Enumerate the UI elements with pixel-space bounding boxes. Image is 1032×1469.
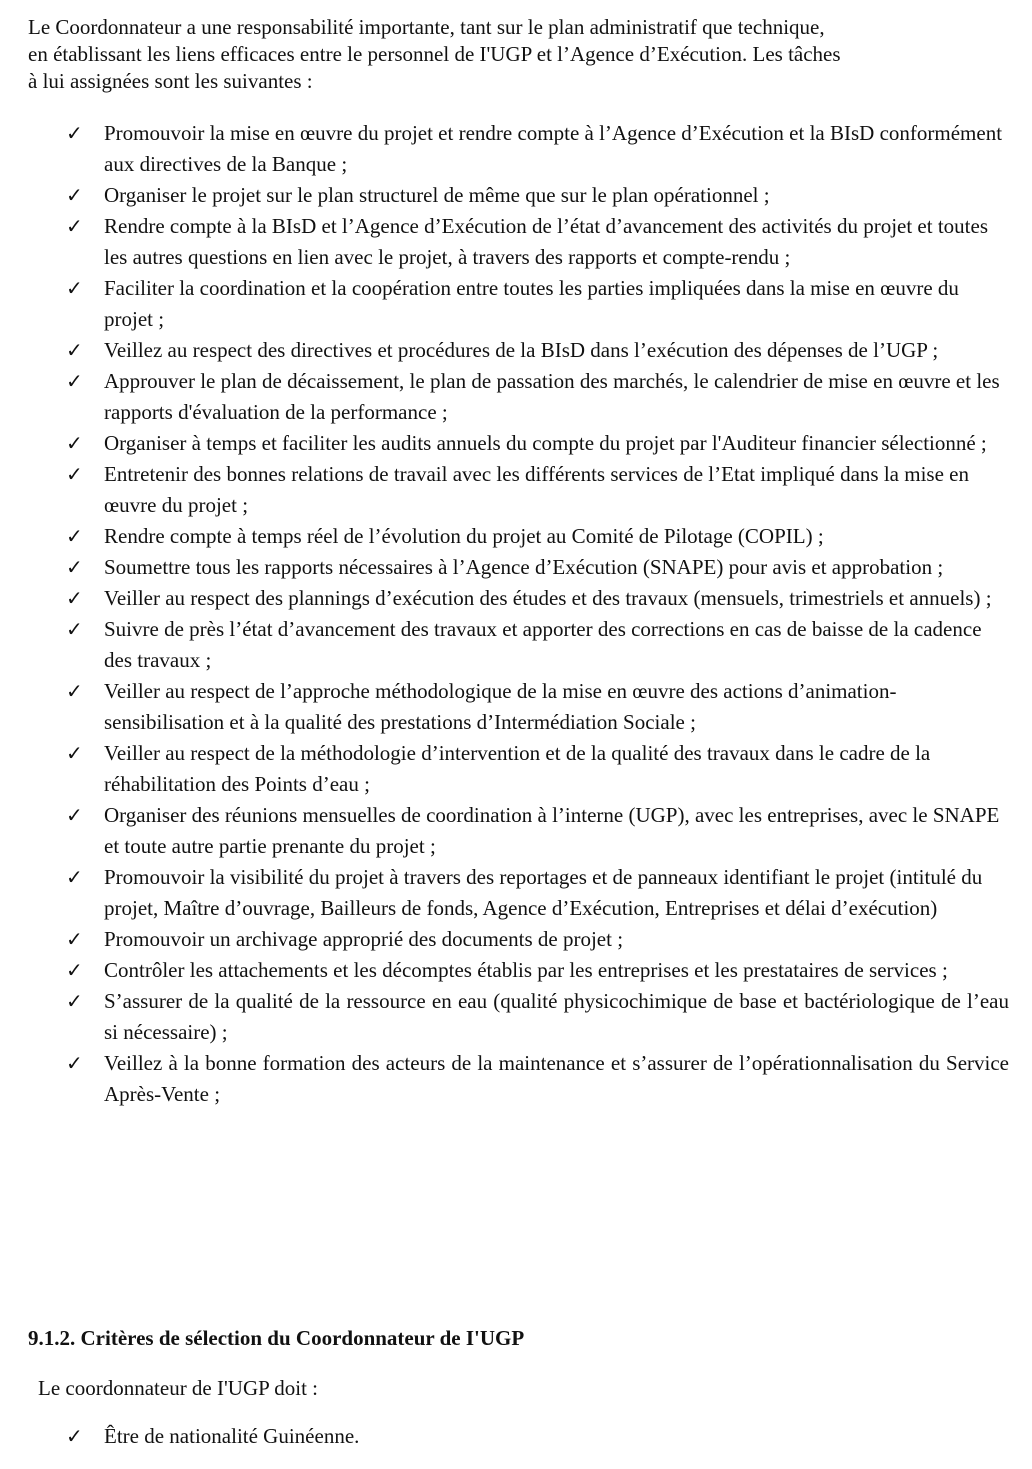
intro-line: à lui assignées sont les suivantes : — [28, 69, 313, 93]
task-item — [0, 862, 1009, 924]
checkmark-icon: ✓ — [66, 555, 83, 579]
checkmark-icon: ✓ — [66, 183, 83, 207]
checkmark-icon: ✓ — [66, 214, 83, 238]
checkmark-icon: ✓ — [66, 803, 83, 827]
task-text: Veiller au respect de l’approche méthodologique de la mise en œuvre des actions d’animation-sensibilisation et à la qualité des prestations d’Intermédiation Sociale ; — [104, 679, 897, 734]
task-text: Soumettre tous les rapports nécessaires à l’Agence d’Exécution (SNAPE) pour avis et approbation ; — [104, 555, 944, 579]
task-text: Veillez à la bonne formation des acteurs de la maintenance et s’assurer de l’opérationnalisation du Service Après-Vente ; — [104, 1051, 1009, 1106]
task-item — [0, 614, 1009, 676]
tasks-list — [0, 118, 1032, 1110]
task-item — [0, 459, 1009, 521]
checkmark-icon: ✓ — [66, 679, 83, 703]
task-text: Promouvoir la visibilité du projet à travers des reportages et de panneaux identifiant le projet (intitulé du projet, Maître d’ouvrage, Bailleurs de fonds, Agence d’Exécution, Entreprises et délai d’exécution) — [104, 865, 983, 920]
checkmark-icon: ✓ — [66, 1051, 83, 1075]
task-item — [0, 552, 1009, 583]
task-item — [0, 924, 1009, 955]
task-text: Contrôler les attachements et les décomptes établis par les entreprises et les prestataires de services ; — [104, 958, 948, 982]
task-item — [0, 366, 1009, 428]
task-item — [0, 118, 1009, 180]
intro-paragraph — [28, 14, 1008, 95]
task-item — [0, 986, 1009, 1048]
checkmark-icon: ✓ — [66, 462, 83, 486]
task-text: Suivre de près l’état d’avancement des travaux et apporter des corrections en cas de baisse de la cadence des travaux ; — [104, 617, 982, 672]
task-text: Rendre compte à la BIsD et l’Agence d’Exécution de l’état d’avancement des activités du projet et toutes les autres questions en lien avec le projet, à travers des rapports et compte-rendu ; — [104, 214, 988, 269]
task-item — [0, 738, 1009, 800]
checkmark-icon: ✓ — [66, 927, 83, 951]
checkmark-icon: ✓ — [66, 741, 83, 765]
task-item — [0, 335, 1009, 366]
task-text: Veiller au respect des plannings d’exécution des études et des travaux (mensuels, trimestriels et annuels) ; — [104, 586, 992, 610]
task-item — [0, 521, 1009, 552]
checkmark-icon: ✓ — [66, 338, 83, 362]
checkmark-icon: ✓ — [66, 865, 83, 889]
task-item — [0, 955, 1009, 986]
intro-line: Le Coordonnateur a une responsabilité importante, tant sur le plan administratif que technique, — [28, 15, 825, 39]
task-text: Organiser des réunions mensuelles de coordination à l’interne (UGP), avec les entreprises, avec le SNAPE et toute autre partie prenante du projet ; — [104, 803, 1000, 858]
checkmark-icon: ✓ — [66, 431, 83, 455]
checkmark-icon: ✓ — [66, 958, 83, 982]
checkmark-icon: ✓ — [66, 369, 83, 393]
checkmark-icon: ✓ — [66, 121, 83, 145]
task-item — [0, 211, 1009, 273]
task-item — [0, 676, 1009, 738]
task-item — [0, 800, 1009, 862]
task-item — [0, 1048, 1009, 1110]
checkmark-icon: ✓ — [66, 617, 83, 641]
section-lead-text: Le coordonnateur de I'UGP doit : — [38, 1376, 319, 1400]
task-item — [0, 583, 1009, 614]
checkmark-icon: ✓ — [66, 276, 83, 300]
task-text: Faciliter la coordination et la coopération entre toutes les parties impliquées dans la mise en œuvre du projet ; — [104, 276, 959, 331]
task-text: Rendre compte à temps réel de l’évolution du projet au Comité de Pilotage (COPIL) ; — [104, 524, 824, 548]
task-text: Approuver le plan de décaissement, le plan de passation des marchés, le calendrier de mise en œuvre et les rapports d'évaluation de la performance ; — [104, 369, 1000, 424]
task-text: Organiser à temps et faciliter les audits annuels du compte du projet par l'Auditeur financier sélectionné ; — [104, 431, 987, 455]
task-text: Veiller au respect de la méthodologie d’intervention et de la qualité des travaux dans le cadre de la réhabilitation des Points d’eau ; — [104, 741, 931, 796]
criteria-item — [0, 1421, 359, 1452]
task-text: Veillez au respect des directives et procédures de la BIsD dans l’exécution des dépenses de l’UGP ; — [104, 338, 939, 362]
task-text: Promouvoir un archivage approprié des documents de projet ; — [104, 927, 624, 951]
task-item — [0, 428, 1009, 459]
checkmark-icon: ✓ — [66, 524, 83, 548]
checkmark-icon: ✓ — [66, 989, 83, 1013]
criteria-text: Être de nationalité Guinéenne. — [104, 1424, 360, 1448]
section-heading: 9.1.2. Critères de sélection du Coordonnateur de I'UGP — [28, 1326, 525, 1350]
checkmark-icon: ✓ — [66, 586, 83, 610]
checkmark-icon: ✓ — [66, 1424, 83, 1448]
intro-line: en établissant les liens efficaces entre le personnel de I'UGP et l’Agence d’Exécution. Les tâches — [28, 42, 841, 66]
criteria-list — [0, 1421, 359, 1452]
task-item — [0, 273, 1009, 335]
task-item — [0, 180, 1009, 211]
task-text: Organiser le projet sur le plan structurel de même que sur le plan opérationnel ; — [104, 183, 770, 207]
task-text: Entretenir des bonnes relations de travail avec les différents services de l’Etat impliqué dans la mise en œuvre du projet ; — [104, 462, 969, 517]
task-text: Promouvoir la mise en œuvre du projet et rendre compte à l’Agence d’Exécution et la BIsD conformément aux directives de la Banque ; — [104, 121, 1003, 176]
task-text: S’assurer de la qualité de la ressource en eau (qualité physicochimique de base et bactériologique de l’eau si nécessaire) ; — [104, 989, 1009, 1044]
